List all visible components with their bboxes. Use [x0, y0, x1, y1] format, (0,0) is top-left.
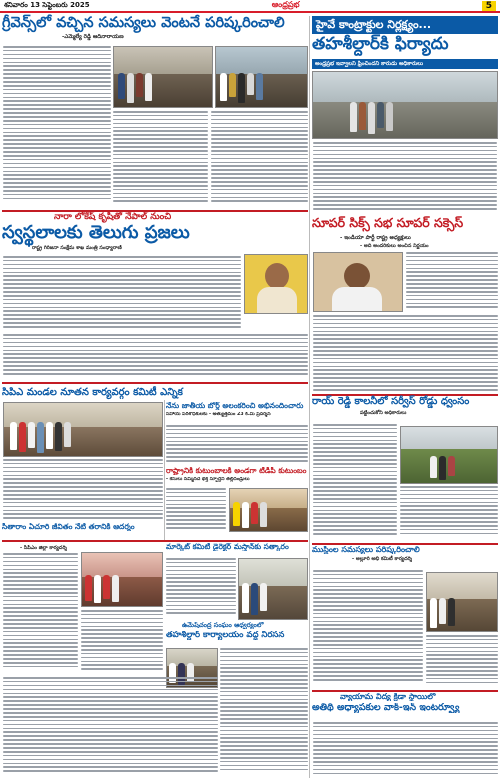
tdp-headline-block — [166, 467, 308, 487]
contractors-headline-top: హైవే కాంట్రాక్టుల నిర్లక్ష్యం... — [316, 18, 432, 31]
grievance-body — [3, 46, 111, 208]
nepal-headline-block — [2, 213, 308, 253]
sports-headline-block — [312, 693, 498, 719]
muslim-body-col2 — [426, 635, 498, 687]
sitaram-headline-block — [2, 523, 164, 539]
farmers-headline-block — [166, 402, 308, 424]
nepal-minister-photo — [244, 254, 308, 314]
nepal-body — [3, 256, 241, 332]
grievance-byline: -ఎమ్మెల్యే రెడ్డి ఆదినారాయణ — [62, 34, 124, 41]
tahsildar-headline-top: ఉమేష్‌చంద్ర సంఘం ఆధ్వర్యంలో — [182, 622, 264, 629]
bottom-left-body — [3, 677, 218, 777]
tahsildar-headline: తహశీల్దార్ కార్యాలయం వద్ద నిరసన — [166, 630, 285, 640]
sitaram-headline: సీతారాం ఏచూరి జీవితం నేటి తరానికి ఆదర్శం — [2, 523, 135, 531]
nepal-headline-top: నారా లోకేష్ కృషితో నేపాల్ నుంచి — [54, 212, 172, 222]
sports-headline-top: వ్యాయామ విద్య క్రీడా స్థాయిలో — [340, 693, 436, 701]
issue-date: శనివారం 13 సెప్టెంబరు 2025 — [4, 0, 90, 9]
grievance-body-col3 — [211, 111, 308, 208]
sitaram-body — [3, 553, 78, 673]
committee-photo — [3, 402, 163, 457]
muslim-body — [313, 570, 423, 686]
tahsildar-body — [220, 648, 308, 776]
muslim-headline-block — [312, 546, 498, 568]
road-body — [313, 424, 397, 540]
sitaram-subhead: - సిపిఎం జిల్లా కార్యదర్శి — [20, 545, 67, 551]
market-headline-block — [166, 543, 308, 557]
grievance-photo-1 — [113, 46, 213, 108]
super-six-subhead: - ఇండియా పార్టీ రాష్ట్ర అధ్యక్షులు — [340, 235, 411, 241]
nepal-body-cont — [3, 334, 308, 380]
grievance-headline-block — [2, 16, 308, 44]
sports-headline: అతిథి అధ్యాపకుల వాక్-ఇన్ ఇంటర్వ్యూ — [312, 703, 460, 714]
tdp-photo — [229, 488, 308, 532]
paper-name: ఆంధ్రప్రభ — [271, 0, 300, 9]
road-body-col2 — [400, 486, 498, 540]
masthead — [0, 0, 500, 13]
column-rule — [309, 16, 310, 778]
tahsildar-headline-block — [166, 622, 308, 646]
sitaram-photo — [81, 552, 163, 607]
road-photo — [400, 426, 498, 484]
super-six-headline: సూపర్ సిక్స్ సభ సూపర్ సక్సెస్ — [312, 215, 464, 230]
tdp-headline: రాష్ట్రానికి కుటుంబాలకి అండగా టీడీపీ కుటుంబం — [166, 467, 307, 475]
nepal-subhead: రాష్ట్ర గిరిజనా సంక్షేమ శాఖ మంత్రి సంధ్యారాణి — [32, 245, 122, 252]
page-number: 5 — [482, 1, 496, 11]
divider — [2, 540, 308, 542]
tdp-subhead: - కేసులు నమ్మినదే భక్త స్ఫూర్తిని తల్లిదండ్రులు — [166, 476, 250, 482]
column-rule — [164, 400, 165, 540]
road-headline: రాయ్ రెడ్డి కాలనీలో సర్వీస్ రోడ్డు ధ్వంసం — [312, 396, 470, 407]
muslim-photo — [426, 572, 498, 632]
market-headline: మార్కెట్ కమిటీ డైరెక్టర్ మస్తాన్‌కు సత్కారం — [166, 543, 289, 551]
divider — [312, 690, 498, 692]
contractors-subhead: అంధ్రప్రభ ఇవ్వాలని ఫ్రించిందని కారుడు అధికారులు — [315, 61, 423, 67]
sitaram-body-col2 — [81, 610, 163, 674]
contractors-headline: తహశీల్దార్‌కి ఫిర్యాదు — [312, 34, 449, 54]
muslim-headline: ముస్లింల సమస్యలు పరిష్కరించాలి — [312, 546, 420, 554]
nepal-headline: స్వస్థలాలకు తెలుగు ప్రజలు — [2, 222, 190, 244]
farmers-body — [166, 425, 308, 465]
farmers-headline: నేను జాతీయ బోర్డ్ అలంకరించి అభినందించారు — [166, 402, 304, 410]
sports-body — [313, 722, 498, 778]
muslim-subhead: - అల్లూరి అభి కమిటీ కార్యదర్శి — [352, 556, 412, 563]
market-photo — [238, 558, 308, 620]
contractors-subhead-bar — [312, 59, 498, 69]
road-headline-block — [312, 397, 498, 423]
super-six-body-cont — [313, 315, 498, 393]
committee-body — [3, 459, 163, 521]
super-six-photo — [313, 252, 403, 312]
tdp-body — [166, 488, 226, 532]
committee-headline: సిపిఎ మండల నూతన కార్యవర్గం కమిటీ ఎన్నిక — [2, 385, 308, 400]
contractors-body — [313, 142, 497, 214]
super-six-headline-block — [312, 216, 498, 234]
super-six-body — [406, 252, 498, 312]
road-subhead: పట్టించుకోని అధికారులు — [360, 409, 407, 416]
market-body — [166, 558, 236, 618]
divider — [312, 543, 498, 545]
grievance-photo-2 — [215, 46, 308, 108]
divider — [2, 382, 308, 384]
grievance-headline: గ్రీవెన్స్‌లో వచ్చిన సమస్యలు వెంటనే పరిష్కరించాలి — [2, 15, 285, 31]
contractors-photo — [312, 71, 498, 139]
farmers-subhead: సహాయ పరిశోధకులకు - అత్యుత్తమం 23 కి.మీ ప్రదర్శన — [166, 411, 271, 417]
super-six-note: - అది అందరికులు అంచిన నిర్ణయం — [360, 243, 429, 249]
contractors-headline-block — [312, 36, 498, 58]
grievance-body-col2 — [113, 111, 208, 208]
contractors-top-banner — [312, 16, 498, 34]
